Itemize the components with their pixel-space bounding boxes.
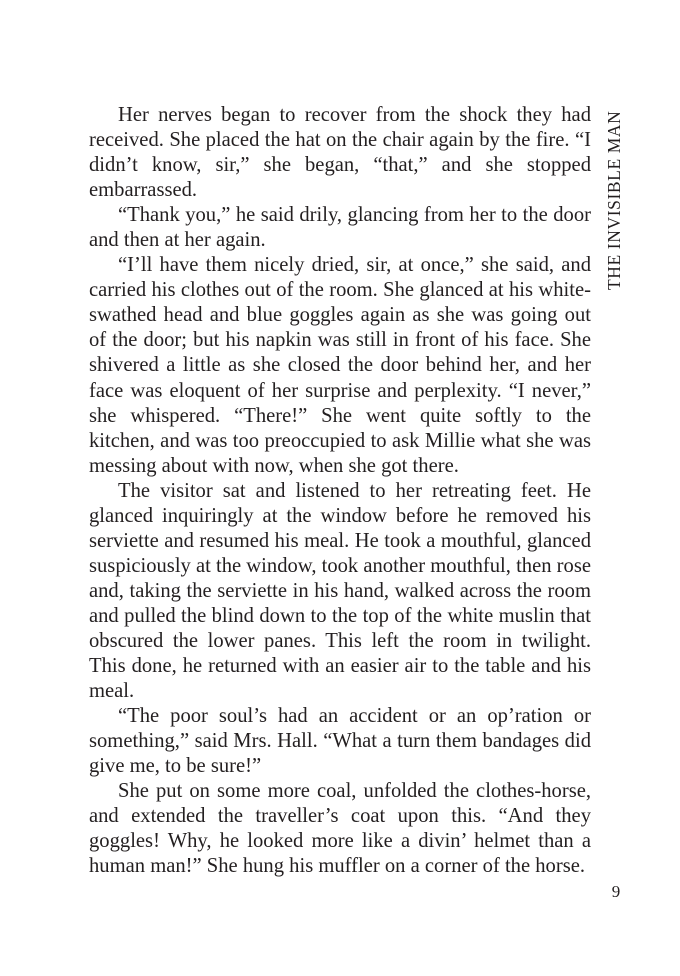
paragraph-4: The visitor sat and listened to her retreating feet. He glanced inquiringly at the window before he removed his serviette and resumed his meal. He took a mouthful, glanced suspiciously at the window, took another mouthful, then rose and, taking the serviette in his hand, walked across the room and pulled the blind down to the top of the white muslin that obscured the lower panes. This left the room in twilight. This done, he returned with an easier air to the table and his meal. [89, 479, 591, 703]
paragraph-1: Her nerves began to recover from the shock they had received. She placed the hat on the chair again by the fire. “I didn’t know, sir,” she began, “that,” and she stopped embarrassed. [89, 104, 591, 202]
running-head-title: THE INVISIBLE MAN [604, 110, 624, 290]
paragraph-3: “I’ll have them nicely dried, sir, at once,” she said, and carried his clothes out of the room. She glanced at his white-swathed head and blue goggles again as she was going out of the door; but his napkin was still in front of his face. She shivered a little as she closed the door behind her, and her face was eloquent of her surprise and perplexity. “I never,” she whispered. “There!” She went quite softly to the kitchen, and was too preoccupied to ask Millie what she was messing about with now, when she got there. [89, 254, 591, 477]
page-number: 9 [611, 882, 621, 901]
paragraph-6: She put on some more coal, unfolded the clothes-horse, and extended the traveller’s coat upon this. “And they goggles! Why, he looked more like a divin’ helmet than a human man!” She hung his muffler on a corner of the horse. [89, 780, 591, 878]
paragraph-2: “Thank you,” he said drily, glancing from her to the door and then at her again. [89, 204, 591, 252]
paragraph-5: “The poor soul’s had an accident or an op’ration or something,” said Mrs. Hall. “What a turn them bandages did give me, to be sure!” [89, 705, 591, 778]
body-text [89, 103, 591, 879]
